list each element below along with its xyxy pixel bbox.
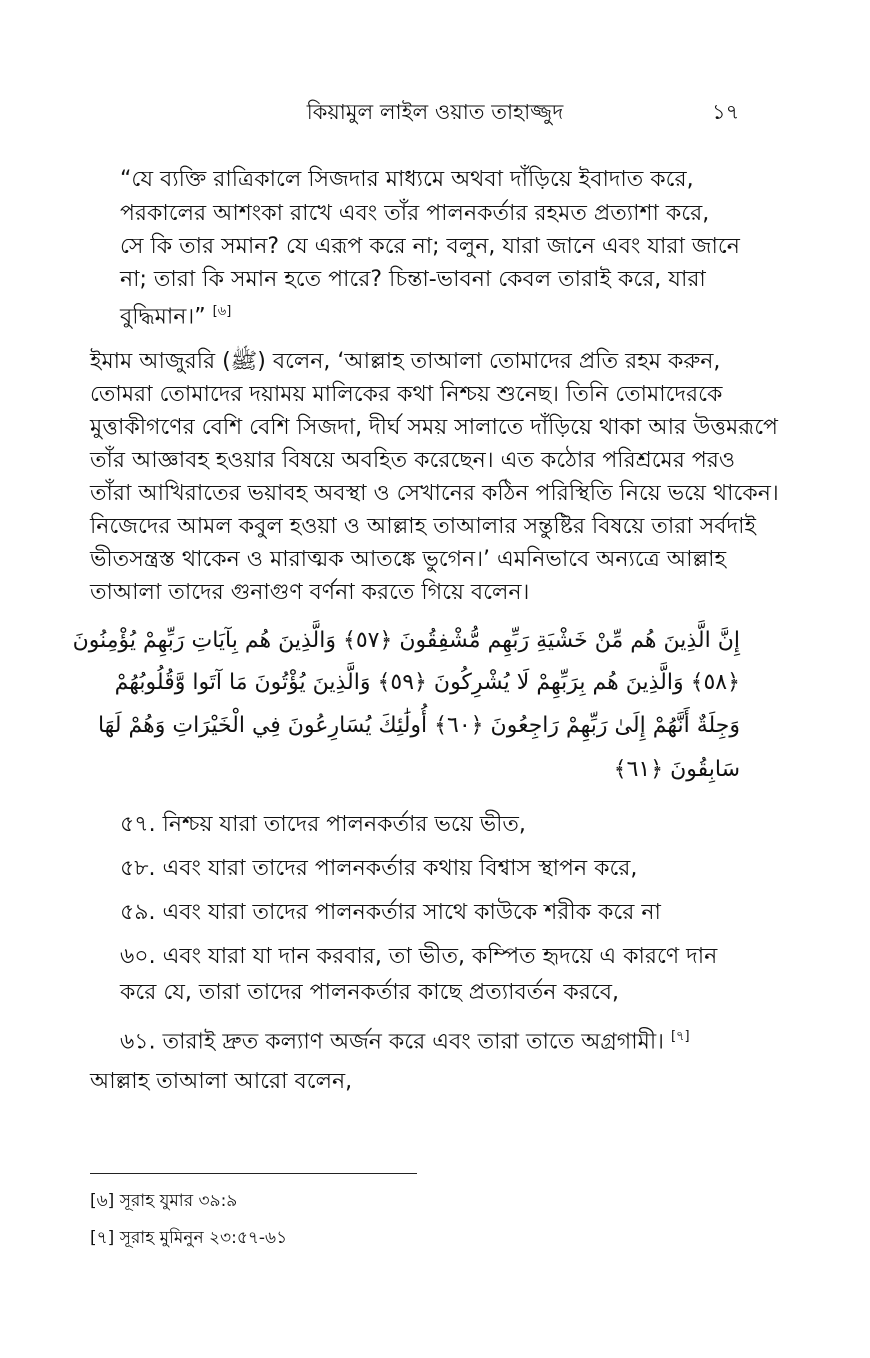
arabic-verse-line: ﴿٥٨﴾ وَالَّذِينَ هُم بِرَبِّهِمْ لَا يُشْرِكُونَ ﴿٥٩﴾ وَالَّذِينَ يُؤْتُونَ مَا آتَوا وَّقُلُوبُهُمْ [114,670,740,695]
quote-line: পরকালের আশংকা রাখে এবং তাঁর পালনকর্তার রহমত প্রত্যাশা করে, [120,201,710,226]
paragraph-line: তাআলা তাদের গুনাগুণ বর্ণনা করতে গিয়ে বলেন। [90,580,530,605]
footnote: [৬] সূরাহ যুমার ৩৯:৯ [90,1191,238,1211]
quote-line [120,297,231,332]
arabic-verse-line: إِنَّ الَّذِينَ هُم مِّنْ خَشْيَةِ رَبِّهِم مُّشْفِقُونَ ﴿٥٧﴾ وَالَّذِينَ هُم بِآيَاتِ رَبِّهِمْ يُؤْمِنُونَ [72,628,740,653]
footnote-ref: [৭] [670,1029,690,1044]
paragraph-line: তোমরা তোমাদের দয়াময় মালিকের কথা নিশ্চয় শুনেছ। তিনি তোমাদেরকে [90,382,723,407]
translation-line: ৫৭. নিশ্চয় যারা তাদের পালনকর্তার ভয়ে ভীত, [120,812,526,837]
footnote: [৭] সূরাহ মুমিনুন ২৩:৫৭-৬১ [90,1228,288,1248]
paragraph-line: নিজেদের আমল কবুল হওয়া ও আল্লাহ তাআলার সন্তুষ্টির বিষয়ে তারা সর্বদাই [90,514,756,539]
translation-line: করে যে, তারা তাদের পালনকর্তার কাছে প্রত্যাবর্তন করবে, [120,980,619,1005]
closing-line: আল্লাহ তাআলা আরো বলেন, [90,1069,353,1094]
paragraph-line: তাঁর আজ্ঞাবহ হওয়ার বিষয়ে অবহিত করেছেন। এত কঠোর পরিশ্রমের পরও [90,448,736,473]
paragraph-line: মুত্তাকীগণের বেশি বেশি সিজদা, দীর্ঘ সময় সালাতে দাঁড়িয়ে থাকা আর উত্তমরূপে [90,415,778,440]
paragraph-line: ইমাম আজুররি (ﷺ) বলেন, ‘আল্লাহ তাআলা তোমাদের প্রতি রহম করুন, [90,349,721,374]
translation-line-text: ৬১. তারাই দ্রুত কল্যাণ অর্জন করে এবং তারা তাতে অগ্রগামী। [120,1029,664,1055]
quote-line: “যে ব্যক্তি রাত্রিকালে সিজদার মাধ্যমে অথবা দাঁড়িয়ে ইবাদাত করে, [120,167,694,192]
page-number: ১৭ [712,100,740,124]
quote-line: না; তারা কি সমান হতে পারে? চিন্তা-ভাবনা কেবল তারাই করে, যারা [120,267,706,292]
arabic-verse-line: وَجِلَةٌ أَنَّهُمْ إِلَىٰ رَبِّهِمْ رَاجِعُونَ ﴿٦٠﴾ أُولَٰئِكَ يُسَارِعُونَ فِي الْخَيْرَاتِ وَهُمْ لَهَا [97,713,740,738]
arabic-verse-line: سَابِقُونَ ﴿٦١﴾ [613,757,740,782]
quote-line-text: বুদ্ধিমান।” [120,304,206,330]
footnote-ref: [৬] [212,304,232,319]
footnote-divider [90,1173,417,1174]
translation-line: ৬০. এবং যারা যা দান করবার, তা ভীত, কম্পিত হৃদয়ে এ কারণে দান [120,944,718,969]
translation-line: ৫৮. এবং যারা তাদের পালনকর্তার কথায় বিশ্বাস স্থাপন করে, [120,856,638,881]
running-header-title: কিয়ামুল লাইল ওয়াত তাহাজ্জুদ [306,100,564,124]
translation-line: ৫৯. এবং যারা তাদের পালনকর্তার সাথে কাউকে শরীক করে না [120,900,661,925]
paragraph-line: ভীতসন্ত্রস্ত থাকেন ও মারাত্মক আতঙ্কে ভুগেন।’ এমনিভাবে অন্যত্রে আল্লাহ [90,547,727,572]
quote-line: সে কি তার সমান? যে এরূপ করে না; বলুন, যারা জানে এবং যারা জানে [120,234,740,259]
translation-line [120,1022,690,1057]
paragraph-line: তাঁরা আখিরাতের ভয়াবহ অবস্থা ও সেখানের কঠিন পরিস্থিতি নিয়ে ভয়ে থাকেন। [90,481,779,506]
